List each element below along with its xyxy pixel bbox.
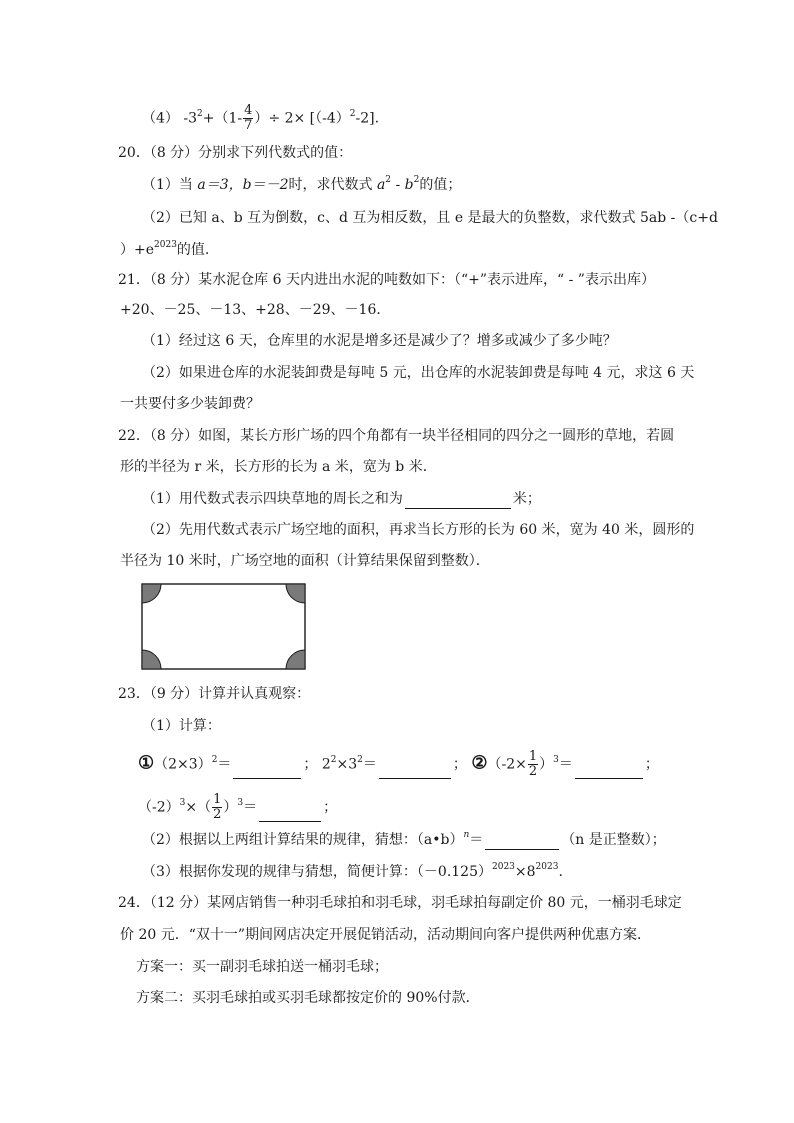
q21-data: +20、－25、－13、+28、－29、－16．	[120, 302, 391, 318]
var-b: b	[404, 177, 414, 193]
rectangle-figure	[141, 583, 307, 671]
text: ＝	[217, 756, 232, 773]
fraction-half	[212, 793, 222, 822]
exponent: 2	[197, 108, 203, 119]
numerator: 1	[213, 792, 222, 807]
q19-text: -2].	[355, 110, 380, 127]
text: 的值.	[176, 242, 210, 258]
q21-title: 21．（8 分）某水泥仓库 6 天内进出水泥的吨数如下：（“+”表示进库，“ - ”表示出库）	[118, 272, 655, 288]
text: 2	[321, 756, 331, 773]
q22-part2-line1: （2）先用代数式表示广场空地的面积，再求当长方形的长为 60 米，宽为 40 米，圆形的	[142, 522, 695, 538]
exponent: 2023	[492, 862, 515, 873]
text: 米；	[512, 491, 541, 507]
answer-blank[interactable]	[233, 762, 301, 779]
answer-blank[interactable]	[485, 833, 559, 850]
q22-line2: 形的半径为 r 米，长方形的长为 a 米，宽为 b 米．	[120, 459, 437, 475]
exponent: 2023	[154, 240, 177, 251]
text: ；	[323, 799, 338, 816]
text: （2）根据以上两组计算结果的规律，猜想：（a•b）	[142, 832, 464, 848]
text: （1）当	[142, 177, 198, 193]
q23-part3	[142, 862, 563, 882]
q23-part1: （1）计算：	[142, 718, 221, 734]
q20-part1	[142, 175, 461, 195]
q19-part4	[142, 104, 379, 133]
q22-part1	[142, 489, 541, 509]
q21-part2-line1: （2）如果进仓库的水泥装卸费是每吨 5 元，出仓库的水泥装卸费是每吨 4 元，求这 6 天	[142, 365, 695, 381]
exponent: 3	[179, 797, 186, 808]
text: （-2）	[138, 799, 180, 816]
text: ＝	[469, 832, 484, 848]
denominator: 2	[528, 764, 538, 779]
q19-text: +（1-	[202, 110, 243, 127]
answer-blank[interactable]	[259, 805, 321, 822]
answer-blank[interactable]	[405, 492, 511, 509]
text: （-2×	[487, 756, 527, 773]
rectangle	[142, 584, 305, 669]
text: ；	[452, 756, 467, 773]
text: ）	[223, 799, 238, 816]
exponent: 2	[330, 754, 337, 765]
text: ；	[644, 756, 659, 773]
q23-part2	[142, 830, 666, 850]
exponent: 2	[349, 108, 356, 119]
q21-part1: （1）经过这 6 天，仓库里的水泥是增多还是减少了？增多或减少了多少吨？	[142, 333, 617, 349]
text: （3）根据你发现的规律与猜想，简便计算：（－0.125）	[142, 864, 492, 880]
q24-line2: 价 20 元．“双十一”期间网店决定开展促销活动，活动期间向客户提供两种优惠方案．	[120, 927, 652, 943]
text: ×8	[514, 864, 536, 880]
exponent: 2023	[535, 862, 559, 873]
exponent: 2	[211, 754, 218, 765]
variables: a＝3，b＝－2	[197, 177, 289, 193]
text: （2×3）	[154, 756, 212, 773]
q20-part2-line1: （2）已知 a、b 互为倒数，c、d 互为相反数，且 e 是最大的负整数，求代数式 5ab -（c+d	[142, 210, 718, 226]
text: ＝	[362, 756, 377, 773]
q23-row2	[138, 793, 337, 822]
denominator: 2	[213, 807, 222, 822]
text: ×3	[336, 756, 358, 773]
q24-plan1: 方案一：买一副羽毛球拍送一桶羽毛球；	[136, 959, 388, 975]
fraction	[243, 104, 253, 133]
text: （1）用代数式表示四块草地的周长之和为	[142, 491, 403, 507]
text: -	[391, 177, 405, 193]
q20-title: 20．（8 分）分别求下列代数式的值：	[118, 145, 353, 161]
q19-text: （4） -3	[142, 110, 197, 127]
circled-two: ②	[471, 752, 488, 774]
text: （n 是正整数）；	[561, 832, 666, 848]
numerator: 1	[528, 749, 538, 764]
var-a: a	[376, 177, 386, 193]
exponent: 3	[553, 754, 559, 765]
text: 的值；	[419, 177, 462, 193]
answer-blank[interactable]	[379, 762, 451, 779]
numerator: 4	[244, 103, 253, 118]
denominator: 7	[244, 118, 253, 133]
text: .	[558, 864, 563, 880]
q23-row1	[138, 750, 659, 779]
fraction-half	[528, 750, 538, 779]
answer-blank[interactable]	[575, 762, 643, 779]
text: ）	[539, 756, 554, 773]
text: ×（	[185, 799, 212, 816]
exponent: 2	[357, 754, 363, 765]
q20-part2-line2	[120, 240, 209, 260]
text: 时，求代数式	[288, 177, 377, 193]
text: ；	[303, 756, 318, 773]
q22-part2-line2: 半径为 10 米时，广场空地的面积（计算结果保留到整数）．	[120, 553, 490, 569]
exponent: 2	[385, 175, 392, 186]
q19-text: ）÷ 2× [（-4）	[254, 110, 350, 127]
text: ＝	[243, 799, 258, 816]
exponent: 2	[413, 175, 420, 186]
q23-title: 23．（9 分）计算并认真观察：	[118, 686, 311, 702]
q24-title: 24．（12 分）某网店销售一种羽毛球拍和羽毛球，羽毛球拍每副定价 80 元，一桶羽毛球定	[118, 895, 682, 911]
q21-part2-line2: 一共要付多少装卸费？	[120, 396, 260, 412]
circled-one: ①	[138, 752, 155, 774]
exponent: 3	[237, 797, 244, 808]
text: ＝	[558, 756, 573, 773]
exponent: n	[463, 830, 470, 841]
q22-title: 22．（8 分）如图，某长方形广场的四个角都有一块半径相同的四分之一圆形的草地，若圆	[118, 428, 675, 444]
q24-plan2: 方案二：买羽毛球拍或买羽毛球都按定价的 90%付款．	[136, 990, 480, 1006]
text: ）+e	[120, 242, 155, 258]
